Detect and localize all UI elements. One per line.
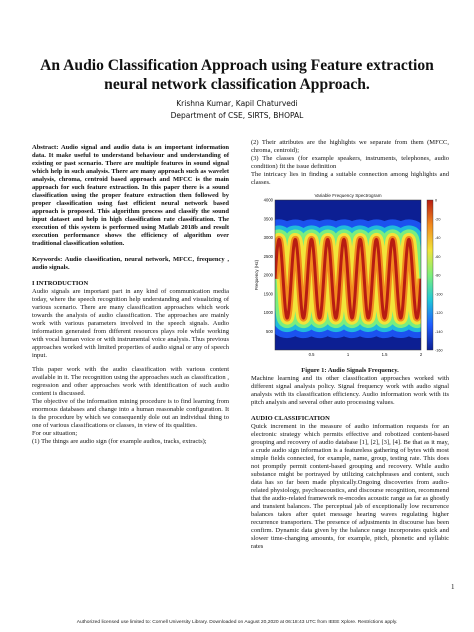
colorbar-tick-label: -160 <box>435 348 443 353</box>
right-column <box>251 139 449 551</box>
chart-title: Variable Frequency Spectrogram <box>314 193 382 198</box>
left-column <box>32 144 229 446</box>
situation-item-2: (2) Their attributes are the highlights we separate from them (MFCC, chroma, centroid); <box>251 139 449 154</box>
audio-classification-heading: AUDIO CLASSIFICATION <box>251 415 330 422</box>
colorbar-tick-label: -20 <box>435 217 441 222</box>
author-affiliation: Department of CSE, SIRTS, BHOPAL <box>170 111 304 120</box>
situation-item-1: (1) The things are audio sign (for example audios, tracks, extracts); <box>32 438 207 445</box>
colorbar-tick-label: -140 <box>435 329 443 334</box>
figure-caption: Figure 1: Audio Signals Frequency. <box>301 367 399 374</box>
intro-paragraph-3: The objective of the information mining procedure is to find learning from enormous databases and change into a human reasonable configuration. It is the procedure by which we consequently dole out an individual thing to one of various classifications or classes, in view of its qualities. <box>32 398 229 429</box>
intro-paragraph-2: This paper work with the audio classification with various content available in it. The recognition using the approaches such as classification , regression and other approaches work with identification of such audio content is discussed. <box>32 366 229 397</box>
abstract: Abstract: Audio signal and audio data is an important information data. It make useful to understand behaviour and understanding of existing or past scenario. There are multiple features in sound signal which help in such analysis. There are many approach such as wavelet analysis, chroma, centroid based approach and MFCC is the main approach for such feature extraction. In this paper there is a sound classification using the proper feature extraction then followed by proper classification using fast efficient neural network based approach is proposed. This algorithm process and classify the sound input dataset and help in high classification rate classification. The execution of this system is performed using Matlab 2018b and result execution performance shows the efficiency of algorithm over traditional classification solution. <box>32 144 229 247</box>
y-tick-label: 3500 <box>263 216 273 222</box>
author-block <box>0 98 474 122</box>
x-tick-label: 2 <box>419 352 423 357</box>
x-tick-label: 0.5 <box>308 352 315 357</box>
author-names: Krishna Kumar, Kapil Chaturvedi <box>176 99 298 108</box>
y-tick-label: 1500 <box>263 291 273 297</box>
intro-paragraph-1: Audio signals are important part in any kind of communication media today, where the speech recognition help understanding and visualizing of various scenario. There are many classification approaches which work towards the analysis of audio classification. The approaches are mainly work with various parameters involved in the speech signals. Audio information generated from different resources plays role while working with vocal human voice or with instrumental voice analysis. Thus previous approaches worked with limited properties of audio signal or any of speech input. <box>32 288 229 359</box>
y-tick-label: 500 <box>266 328 273 334</box>
y-tick-label: 1000 <box>263 310 273 315</box>
situation-label: For our situation; <box>32 430 78 437</box>
figure-paragraph: Machine learning and its other classification approaches worked with different signal analysis policy. Signal frequency work with audio signal analysis with its classification efficiency. Audio information work with its pitch analysis and several other auto processing values. <box>251 375 449 406</box>
paper-title: An Audio Classification Approach using Feature extraction neural network classification Approach. <box>40 57 434 93</box>
figure-1 <box>251 190 449 366</box>
x-tick-label: 1.5 <box>381 352 388 357</box>
y-tick-label: 2000 <box>263 272 273 278</box>
license-footer: Authorized licensed use limited to: Cornell University Library. Downloaded on August 20,2020 at 06:18:43 UTC from IEEE Xplore. Restrictions apply. <box>76 620 398 625</box>
colorbar <box>427 200 433 350</box>
colorbar-tick-label: -80 <box>435 273 441 278</box>
colorbar-tick-label: 0 <box>435 198 438 203</box>
y-tick-label: 3000 <box>263 235 273 240</box>
y-axis-label: Frequency (Hz) <box>254 259 259 291</box>
colorbar-tick-label: -100 <box>435 292 443 297</box>
y-tick-label: 4000 <box>263 197 273 203</box>
y-tick-label: 2500 <box>263 253 273 259</box>
intro-heading: I INTRODUCTION <box>32 280 89 287</box>
colorbar-tick-label: -40 <box>435 236 441 240</box>
situation-item-3: (3) The classes (for example speakers, instruments, telephones, audio condition) fit the issue definition <box>251 155 449 170</box>
colorbar-tick-label: -60 <box>435 254 441 259</box>
audio-classification-paragraph: Quick increment in the measure of audio information requests for an electronic strategy which permits effective and robotized content-based grouping and recovery of audio database [1], [2], [3], [4]. Be that as it may, a crude audio sign information is a featureless gathering of bytes with most simple fields connected, for example, name, group, testing rate. This does not promptly permit content-based grouping and recovery. While audio substance might be portrayed by utilizing catchphrases and content, such data has so far been made physically.Ongoing discoveries from audio-related physiology, psychoacoustics, and discourse recognition, recommend that the audio-related framework re-encodes acoustic range as far as ghostly and transient balances. The perceptual jab of exceptionally low recurrence balances takes after quiet message hearing waves regulating higher recurrence transporters. The presence of adjustments in discourse has been confirm. Dynamic data given by the balance range incorporates quick and slower time-changing amounts, for example, pitch, phonetic and syllabic rates <box>251 423 449 550</box>
spectrogram-chart <box>251 190 449 366</box>
situation-item-3b: The intricacy lies in finding a suitable connection among highlights and classes. <box>251 171 449 186</box>
x-tick-label: 1 <box>346 352 350 357</box>
keywords: Keywords: Audio classification, neural network, MFCC, frequency , audio signals. <box>32 256 229 271</box>
page-number: 1 <box>451 583 455 591</box>
colorbar-tick-label: -120 <box>435 311 443 315</box>
